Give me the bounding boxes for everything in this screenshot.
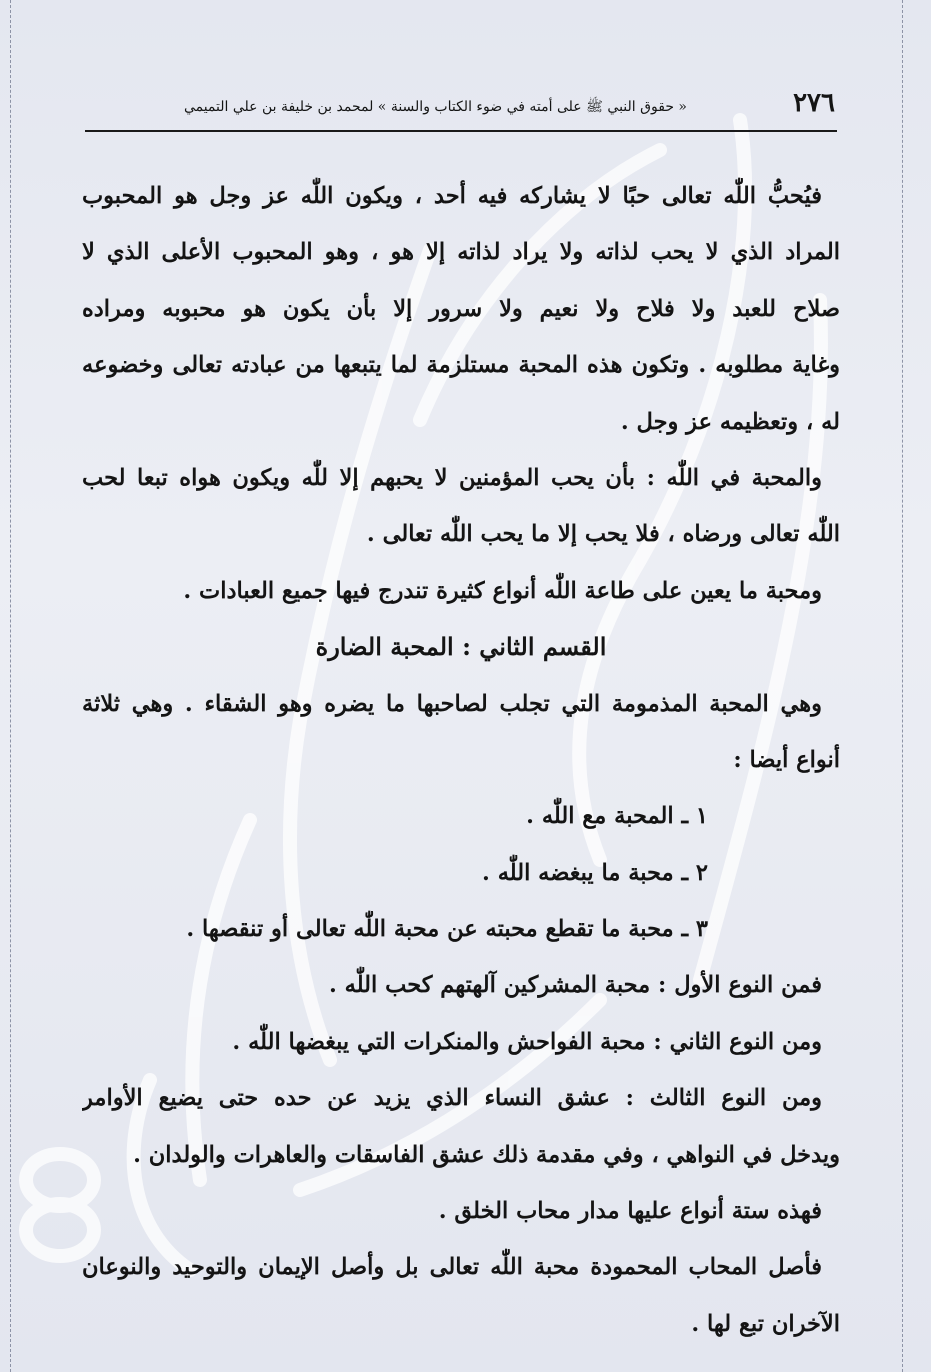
- page-number: ٢٧٦: [793, 88, 835, 118]
- text-line: المراد الذي لا يحب لذاته ولا يراد لذاته إلا هو ، وهو المحبوب الأعلى الذي لا: [82, 239, 840, 266]
- text-line: وهي المحبة المذمومة التي تجلب لصاحبها ما يضره وهو الشقاء . وهي ثلاثة: [82, 690, 822, 717]
- text-line: ومحبة ما يعين على طاعة اللّٰه أنواع كثيرة تندرج فيها جميع العبادات .: [183, 577, 822, 604]
- page-header: [85, 88, 837, 132]
- list-item: ٢ ـ محبة ما يبغضه اللّٰه .: [482, 859, 708, 886]
- text-line: الآخران تبع لها .: [691, 1310, 840, 1337]
- text-line: اللّٰه تعالى ورضاه ، فلا يحب إلا ما يحب اللّٰه تعالى .: [366, 521, 840, 548]
- right-dashed-margin: [902, 0, 903, 1372]
- text-line: فيُحبُّ اللّٰه تعالى حبًا لا يشاركه فيه أحد ، ويكون اللّٰه عز وجل هو المحبوب: [82, 183, 822, 209]
- text-line: ومن النوع الثالث : عشق النساء الذي يزيد عن حده حتى يضيع الأوامر: [82, 1085, 822, 1112]
- text-line: وغاية مطلوبه . وتكون هذه المحبة مستلزمة لما يتبعها من عبادته تعالى وخضوعه: [82, 352, 840, 379]
- text-line: ومن النوع الثاني : محبة الفواحش والمنكرات التي يبغضها اللّٰه .: [232, 1028, 822, 1055]
- list-item: ٣ ـ محبة ما تقطع محبته عن محبة اللّٰه تعالى أو تنقصها .: [186, 916, 708, 943]
- text-line: أنواع أيضا :: [733, 746, 840, 773]
- left-dashed-margin: [10, 0, 11, 1372]
- text-line: صلاح للعبد ولا فلاح ولا نعيم ولا سرور إلا بأن يكون هو محبوبه ومراده: [82, 295, 840, 322]
- text-line: والمحبة في اللّٰه : بأن يحب المؤمنين لا يحبهم إلا للّٰه ويكون هواه تبعا لحب: [82, 464, 822, 491]
- text-line: فهذه ستة أنواع عليها مدار محاب الخلق .: [438, 1198, 822, 1225]
- list-item: ١ ـ المحبة مع اللّٰه .: [526, 803, 708, 830]
- text-line: ويدخل في النواهي ، وفي مقدمة ذلك عشق الفاسقات والعاهرات والولدان .: [133, 1141, 840, 1168]
- body-text: [82, 168, 840, 1352]
- running-title: « حقوق النبي ﷺ على أمته في ضوء الكتاب والسنة » لمحمد بن خليفة بن علي التميمي: [183, 99, 687, 115]
- text-line: له ، وتعظيمه عز وجل .: [620, 408, 840, 435]
- section-heading: القسم الثاني : المحبة الضارة: [315, 632, 607, 662]
- text-line: فأصل المحاب المحمودة محبة اللّٰه تعالى بل وأصل الإيمان والتوحيد والنوعان: [82, 1254, 822, 1281]
- text-line: فمن النوع الأول : محبة المشركين آلهتهم كحب اللّٰه .: [329, 972, 822, 999]
